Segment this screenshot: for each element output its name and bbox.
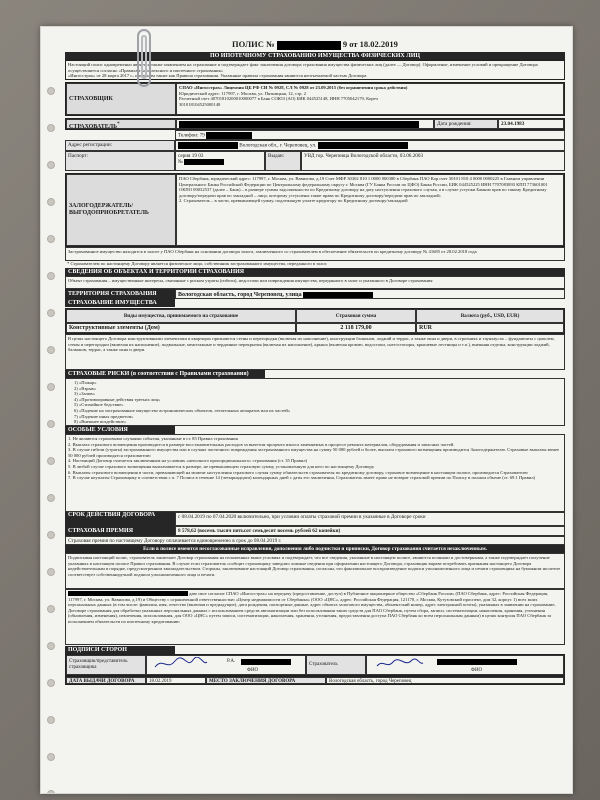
table-cell-type: Конструктивные элементы (Дом) [66, 323, 296, 333]
insured-property-bar: СТРАХОВАНИЕ ИМУЩЕСТВА [65, 299, 175, 307]
table-cell-currency: RUR [416, 323, 564, 333]
passport-number-label: № [178, 159, 183, 166]
policy-document [40, 26, 573, 794]
place-label: МЕСТО ЗАКЛЮЧЕНИЯ ДОГОВОРА [206, 677, 326, 684]
punch-holes [45, 87, 57, 727]
risk-item: 2) «Взрыв» [74, 385, 96, 391]
term-label: СРОК ДЕЙСТВИЯ ДОГОВОРА [65, 512, 175, 526]
risks-section-bar: СТРАХОВЫЕ РИСКИ (в соответствии с Правилами страхования) [65, 370, 265, 378]
pledgee-section [65, 173, 565, 247]
redacted-territory [303, 292, 373, 298]
risks-list [65, 378, 565, 426]
risk-item: 4) «Противоправные действия третьих лиц» [74, 396, 161, 402]
pledgee-details [176, 174, 564, 246]
premium-value: 8 578,62 (восемь тысяч пятьсот семьдесят восемь рублей 62 копейки) [175, 526, 565, 536]
redacted-passport-number [184, 159, 224, 165]
intro-line-1: Настоящий полис одновременно является также заявлением на страхование и подтверждает факт заключения договора страхования имущества физических лиц (далее — Договор). Оформление, изменение условий и прекращение Договора осуществляется согласно «Правилам комплексного и ипотечного страхования» [68, 62, 538, 73]
pledgee-text: ПАО Сбербанк, юридический адрес: 117997, г. Москва, ул. Вавилова, д.19 Счет МФР 30302 810 1 0000 000380 в Сбербанк ПАО Кор.счет 30101 810 4 0000 0000225 в Главном управлении Центрального Банка Российской Федерации по Центральному федеральному округу г. Москва (ГУ Банка России по ЦФО) Банка России, БИК 044525225 ИНН 7707083893 КПП 773601001 ОКПО 00032537 (далее – Банк) – в размере суммы задолженности по Кредитному договору на дату наступления страхового случая, а в случае уступки Банком прав по такому Кредитному договору/передачи прав по закладной – лицо, которому уступлены такие права по Кредитному договору/передачи прав по закладной; [179, 176, 548, 198]
passport-series [175, 151, 265, 171]
policy-title-prefix: ПОЛИС № [232, 39, 275, 49]
term-value: с 08.04.2019 по 07.04.2020 включительно, при условии оплаты страховой премии в указанные в Договоре сроки [175, 512, 565, 526]
reg-address-value [175, 140, 565, 151]
reg-address-text: Вологодская обл., г. Череповец, ул. [239, 142, 317, 149]
phone-row [65, 130, 565, 140]
signatures-bar: ПОДПИСИ СТОРОН [65, 646, 175, 654]
insurer-sign-area [146, 655, 306, 675]
place-value: Вологодская область, город Череповец [326, 677, 564, 684]
passport-series-text: серия 19 03 [178, 153, 204, 159]
policy-title-suffix: 9 от 18.02.2019 [342, 39, 398, 49]
redacted-street [318, 142, 408, 149]
territory-value [175, 289, 565, 299]
issued-label: Выдан: [265, 151, 301, 171]
pledge-note: Застрахованное имущество находится в залоге у ПАО Сбербанк на основании договора залога, заключенного со страхователем в обеспечение обязательств по кредитному договору № 41685 от 28.02.2018 года [65, 247, 565, 261]
insurer-section [65, 82, 565, 116]
risk-item: 8) «Внешнее воздействие» [74, 419, 127, 425]
special-item: 6. Выплаты страхового возмещения в части, превышающей на момент наступления страхового случая сумму обязательств страхователя по кредитному договору, страховое возмещение в настоящем полисе, производится Страхователю [68, 469, 528, 475]
table-header-row [66, 309, 564, 323]
table-header-sum: Страховая сумма [296, 309, 416, 323]
object-text: Объект страхования – имущественные интересы, связанные с риском утраты (гибели), недостачи или повреждения имущества, переданного в залог и указанного в Договоре страхования [65, 276, 565, 289]
redacted-address [178, 142, 238, 149]
policyholder-row [65, 118, 565, 130]
birth-value: 23.04.1983 [498, 119, 564, 129]
redacted-phone [206, 132, 252, 139]
holder-sign-area [366, 655, 564, 675]
insurer-signature-icon [153, 657, 209, 671]
birth-label: Дата рождения: [434, 119, 498, 129]
insurer-sign-label: Страховщик/представитель страховщика [66, 655, 146, 675]
territory-label: ТЕРРИТОРИЯ СТРАХОВАНИЯ [65, 289, 175, 299]
special-item: 2. Выплата страхового возмещения производится в размере восстановительных расходов за вычетом процента износа заменяемых в процессе ремонта материалов, оборудования и запасных частей. [68, 441, 455, 447]
table-cell-sum: 2 118 179,00 [296, 323, 416, 333]
policyholder-name [176, 119, 434, 129]
signatures-row [65, 654, 565, 676]
phone-label: Телефон: 79 [178, 132, 205, 139]
special-item: 4. Настоящий Договор считается заключенным на условиях «неполного пропорционального» страхования (ст. 35 Правил) [68, 458, 308, 464]
special-conditions-bar: ОСОБЫЕ УСЛОВИЯ [65, 426, 175, 434]
premium-row [65, 526, 565, 536]
special-item: 5. В любой случае страхового возмещения выплачивается в размере, не превышающем страховую сумму, установленную для него по настоящему Договору. [68, 463, 375, 469]
consent-section [65, 589, 565, 645]
issue-date-value: 18.02.2019 [146, 677, 206, 684]
premium-note: Страховая премия по настоящему Договору оплачивается единовременно в срок до 08.04.2019 г. [65, 536, 565, 545]
policyholder-label: СТРАХОВАТЕЛЬ* [66, 119, 176, 129]
table-header-currency: Валюта (руб., USD, EUR) [416, 309, 564, 323]
pledgee-label: ЗАЛОГОДЕРЖАТЕЛЬ/ ВЫГОДОПРИОБРЕТАТЕЛЬ [66, 174, 176, 246]
holder-sign-label: Страхователь [306, 655, 366, 675]
redacted-policy-number [277, 41, 341, 50]
table-row [66, 323, 564, 333]
special-item: 1. Не являются страховыми случаями события, указанные в ст. 85 Правил страхования [68, 436, 238, 441]
insurer-line: Расчетный счет 40701810200010000077 в Банк СОЮЗ (АО) БИК 044525148, ИНН 7705042179, Кореч [179, 96, 378, 102]
insurer-details [176, 83, 564, 115]
policyholder-label-text: СТРАХОВАТЕЛЬ [69, 124, 118, 130]
insurer-line: Юридический адрес: 117997, г. Москва, ул. Пятницкая, 12, стр. 2 [179, 90, 307, 96]
insurer-line: 301018104525000148 [179, 101, 221, 107]
insurer-sign-caption: ФИО [247, 668, 259, 673]
risk-item: 5) «Стихийное бедствие» [74, 402, 124, 408]
reg-address-row [65, 140, 565, 151]
special-item: 3. В случае гибели (утраты) застрахованного имущества или в случаях частичного повреждения застрахованного имущества на сумму 50 000 рублей и более, выплата страхового возмещения производится Залогодержателю. Страховые выплаты менее 50 000 рублей производятся страхователю [68, 447, 560, 458]
corrections-warning-bar: Если в полисе имеются несогласованные исправления, дополнения либо подчистки и приписки, Договор страхования считается незаключенным. [65, 545, 565, 553]
holder-sign-caption: ФИО [471, 668, 483, 673]
paper-clip-inner-icon [141, 35, 147, 79]
intro-line-2: «Ингосстрах» от 28 марта 2017 г., имеющим также как Правила страхования. Указанные правила страхования являются неотъемлемой частью Договора [68, 73, 367, 79]
reg-address-label: Адрес регистрации: [65, 140, 175, 151]
property-table [65, 308, 565, 334]
risk-item: 7) «Падение иных предметов» [74, 413, 134, 419]
footer-row [65, 676, 565, 685]
constructive-note: В целях настоящего Договора конструктивными элементами в квартирах признаются стены и перегородки (включая их наполнение), конструкции балконов, лоджий и террас, а также окна и двери, в строениях и таунхаусах – фундаменты с цоколем, стены и перегородки (включая их наполнение), подвальные, межэтажные и чердачные перекрытия (включая их наполнение), крыша (включая кровлю, водостоки, снегостопоры, крышевые лестницы и т.п.), внешняя отделка, конструкции лоджий, балконов, террас, а также окна и двери. [65, 334, 565, 370]
consent-text: даю свое согласие СПАО «Ингосстрах» на передачу (предоставление, доступ) в Публичное акционерное общество «Сбербанк России» (ПАО Сбербанк, адрес: Российская Федерация, 117997, г. Москва, ул. Вавилова, д.19) и Обществу с ограниченной ответственностью «Центр недвижимости от Сбербанка» (ООО «ЦНС», адрес: Российская Федерация, 121170, г. Москва, Кутузовский проспект, дом 32, корпус 1) всех моих персональных данных (в том числе: фамилия, имя, отчество (включая и предыдущие), дата рождения, паспортные данные, адрес объекта залогового имущества, абонентский номер, адрес электронной почты), указанных в заявлении на страхование, Договоре страхования для обработки указанных персональных данных с использованием средств автоматизации или без использования таких средств для ПАО Сбербанк, путем сбора, записи, систематизации, накопления, хранения, уточнения (обновления, изменения), извлечения, использования, для ООО «ЦНС» путем записи, систематизации, накопления, хранения, уточнения, предоставления доступа ПАО Сбербанк ко всем персональным данным) в целях контроля ПАО Сбербанк за исполнением обязательств по ипотечному кредитованию [68, 591, 556, 624]
redacted-name [179, 121, 419, 128]
risk-item: 6) «Падение на застрахованное имущество астрономических объектов, летательных аппаратов или их частей» [74, 407, 291, 413]
footnote: * Страхователем по настоящему Договору является физическое лицо, собственник застрахованного имущества, переданного в залог. [67, 261, 328, 266]
territory-text: Вологодская область, город Череповец, улица [178, 292, 302, 298]
main-section-bar: ПО ИПОТЕЧНОМУ СТРАХОВАНИЮ ИМУЩЕСТВА ФИЗИЧЕСКИХ ЛИЦ [65, 52, 565, 60]
issued-value: УВД гор. Череповца Вологодской области, 03.06.2003 [301, 151, 565, 171]
special-item: 7. В случае неуплаты Страховщику в соответствии с п. 7 Полиса в течение 14 (четырнадцати) календарных дней с даты его заключения, Страхователь имеет право не возврат страховой премии по Полису в полном объеме (ст. 69.1 Правил) [68, 475, 536, 481]
risk-item: 1) «Пожар» [74, 380, 97, 385]
insurer-sign-name: Р.А. [227, 659, 236, 664]
phone-cell [175, 130, 565, 140]
premium-label: СТРАХОВАЯ ПРЕМИЯ [65, 526, 175, 536]
redacted-insurer-name [241, 659, 291, 665]
term-row [65, 512, 565, 526]
object-section-bar: СВЕДЕНИЯ ОБ ОБЪЕКТАХ И ТЕРРИТОРИИ СТРАХОВАНИЯ [65, 268, 565, 276]
insurer-label: СТРАХОВЩИК [66, 83, 176, 115]
pledgee-text-2: 2. Страхователь – в части, превышающей сумму, подлежащую уплате кредитору по Кредитному договору/закладной [179, 198, 408, 204]
passport-row [65, 151, 565, 171]
special-conditions [65, 434, 565, 512]
territory-row [65, 289, 565, 299]
passport-label: Паспорт: [65, 151, 175, 171]
risk-item: 3) «Залив» [74, 391, 95, 397]
insurer-line: СПАО «Ингосстрах» Лицензия ЦБ РФ СИ № 0928, СЛ № 0928 от 23.09.2015 (без ограничения срока действия) [179, 85, 408, 90]
redacted-holder-name [437, 659, 517, 665]
table-header-type: Виды имущества, принимаемого на страхование [66, 309, 296, 323]
spacer [65, 130, 175, 140]
issue-date-label: ДАТА ВЫДАЧИ ДОГОВОРА [66, 677, 146, 684]
holder-signature-icon [375, 657, 425, 671]
signing-text: Подписывая настоящий полис, страхователь заключает Договор страхования на изложенных выше условиях и подтверждает, что все сведения, указанные в настоящем полисе, являются полными и достоверными, а также подтверждает получение указанных в настоящем полисе Правил страхования. В случае если страхователь сообщит страховщику заведомо ложные сведения при оформлении настоящего Договора, страховщик вправе потребовать признания настоящего Договора недействительным в порядке, предусмотренном законодательством. Стороны, заключившие настоящий Договор страхования, согласны, что факсимильное воспроизведение подписи уполномоченного лица и печати страховщика на бумажном носителе соответствует собственноручной подписи уполномоченного лица и печати. [65, 553, 565, 589]
